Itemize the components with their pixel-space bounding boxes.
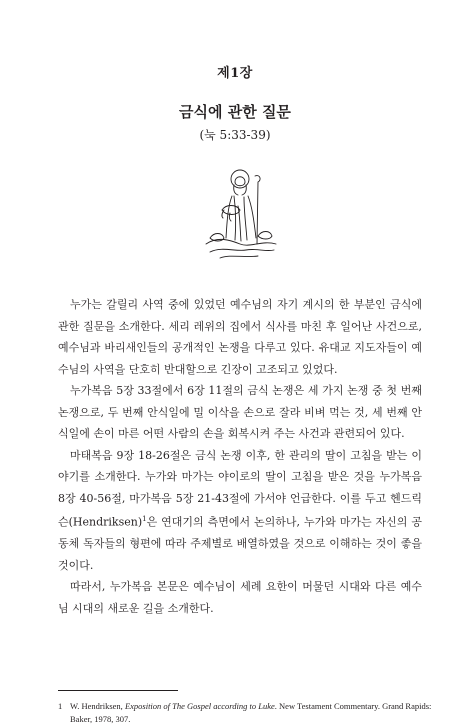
footnote-number: 1	[58, 701, 63, 711]
footnote-author: W. Hendriksen,	[70, 701, 123, 711]
paragraph	[58, 445, 422, 577]
paragraph-text: 마태복음 9장 18-26절은 금식 논쟁 이후, 한 관리의 딸이 고침을 받는 이야기를 소개한다. 누가와 마가는 야이로의 딸이 고침을 받은 것을 누가복음 8장 40-56절, 마가복음 5장 21-43절에 가서야 언급한다. 이를 두고 헨드릭슨(Hendriksen)	[58, 448, 422, 529]
footnote-details: . New Testament Commentary. Grand Rapids: Baker, 1978, 307.	[70, 701, 432, 724]
footnote-text	[58, 700, 448, 726]
scripture-reference: (눅 5:33-39)	[199, 128, 271, 142]
paragraph: 따라서, 누가복음 본문은 예수님이 세례 요한이 머물던 시대와 다른 예수님 시대의 새로운 길을 소개한다.	[58, 580, 422, 615]
paragraph-text: 은 연대기의 측면에서 논의하나, 누가와 마가는 자신의 공동체 독자들의 형편에 따라 주제별로 배열하였을 것으로 이해하는 것이 좋을 것이다.	[58, 515, 422, 572]
paragraph: 누가복음 5장 33절에서 6장 11절의 금식 논쟁은 세 가지 논쟁 중 첫 번째 논쟁으로, 두 번째 안식일에 밀 이삭을 손으로 잘라 비벼 먹는 것, 세 번째 안식일에 손이 마른 어떤 사람의 손을 회복시켜 주는 사건과 관련되어 있다.	[58, 384, 422, 440]
footnote-work-title: Exposition of The Gospel according to Luke	[124, 701, 275, 711]
chapter-heading: 제1장	[217, 66, 253, 81]
footnote-marker[interactable]: 1	[142, 515, 147, 523]
body-text	[58, 294, 422, 619]
footnote-divider	[58, 690, 178, 691]
paragraph: 누가는 갈릴리 사역 중에 있었던 예수님의 자기 계시의 한 부분인 금식에 관한 질문을 소개한다. 세리 레위의 집에서 식사를 마친 후 일어난 사건으로, 예수님과 바리새인들의 공개적인 논쟁을 다루고 있다. 유대교 지도자들이 예수님의 사역을 단호히 반대할으로 긴장이 고조되고 있었다.	[58, 298, 422, 376]
footnote	[58, 700, 448, 726]
section-title: 금식에 관한 질문	[179, 103, 291, 121]
shepherd-with-lamb-illustration	[200, 166, 280, 261]
